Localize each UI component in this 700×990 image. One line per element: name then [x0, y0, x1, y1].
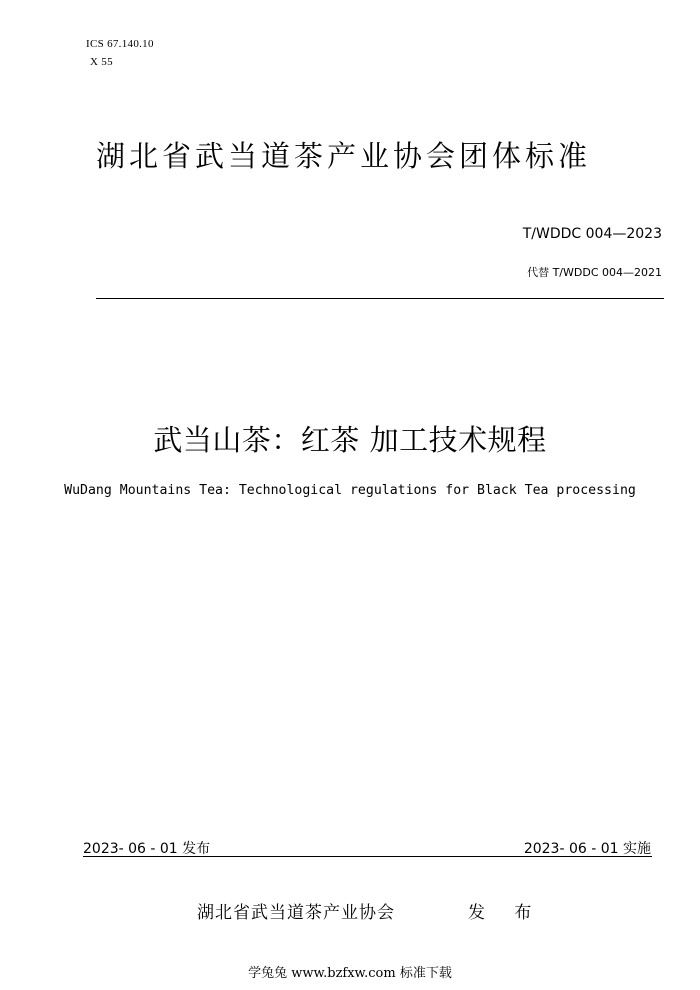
classification-code: X 55: [90, 56, 113, 68]
issue-date: 2023- 06 - 01 发布: [83, 841, 211, 857]
watermark-text: 学兔兔 www.bzfxw.com 标准下载: [248, 966, 452, 981]
footer-divider: [83, 856, 652, 857]
publisher-name: 湖北省武当道茶产业协会: [197, 903, 395, 923]
organization-standard-title: 湖北省武当道茶产业协会团体标准: [96, 139, 592, 173]
ics-code: ICS 67.140.10: [86, 38, 154, 50]
document-title-chinese: 武当山茶：红茶 加工技术规程: [153, 423, 547, 457]
standard-number: T/WDDC 004—2023: [522, 226, 662, 242]
document-title-english: WuDang Mountains Tea: Technological regulations for Black Tea processing: [64, 483, 636, 498]
header-divider: [96, 298, 664, 299]
implementation-date: 2023- 06 - 01 实施: [523, 841, 651, 857]
publish-label: 发 布: [468, 903, 544, 923]
replaces-standard: 代替 T/WDDC 004—2021: [527, 266, 662, 279]
